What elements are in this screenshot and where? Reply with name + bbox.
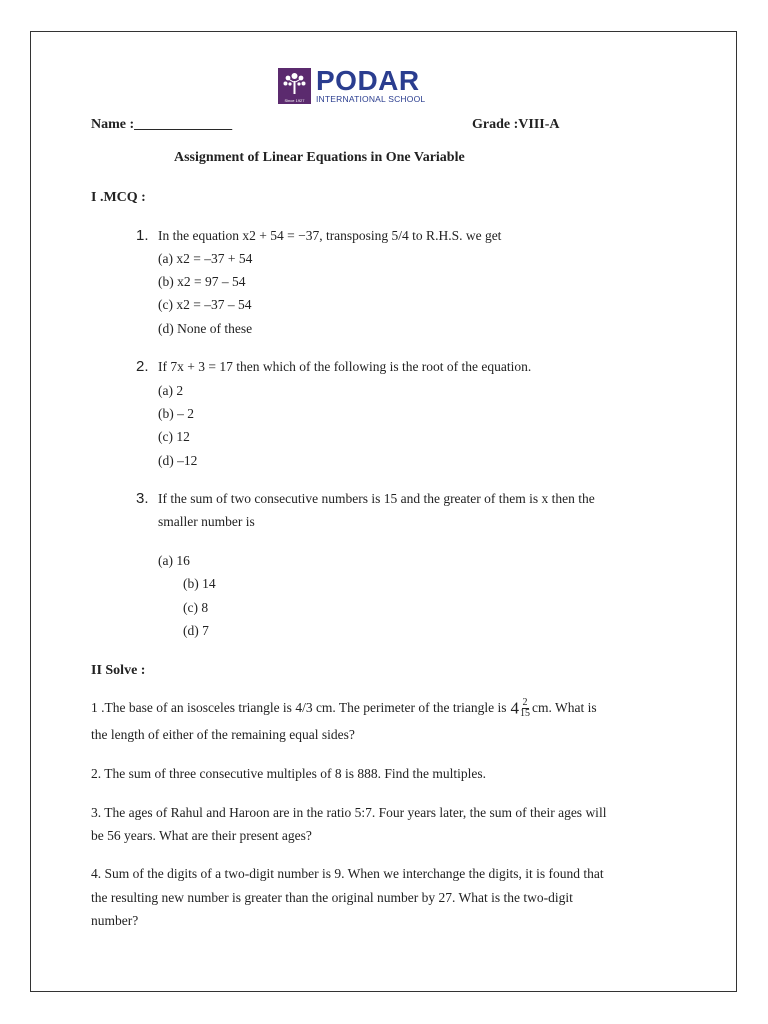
- mcq-q3-number: 3.: [136, 490, 149, 507]
- solve-q2: 2. The sum of three consecutive multiples of 8 is 888. Find the multiples.: [91, 766, 486, 781]
- solve-q3-line1: 3. The ages of Rahul and Haroon are in the ratio 5:7. Four years later, the sum of their ages will: [91, 805, 607, 820]
- solve-q1-part2: cm. What is: [532, 700, 597, 715]
- mcq-q2-option-b: (b) – 2: [158, 406, 194, 421]
- mcq-q3-option-d: (d) 7: [183, 623, 209, 638]
- solve-q1-line1: [91, 696, 597, 720]
- mcq-q3-option-c: (c) 8: [183, 600, 209, 615]
- mcq-q1-option-d: (d) None of these: [158, 321, 253, 336]
- mcq-q1-option-c: (c) x2 = –37 – 54: [158, 297, 252, 312]
- fraction-denominator: 15: [520, 707, 530, 719]
- logo-name: PODAR: [316, 65, 420, 96]
- grade-label: Grade :VIII-A: [472, 117, 560, 132]
- mcq-q2-option-a: (a) 2: [158, 383, 184, 398]
- mcq-q2-number: 2.: [136, 358, 149, 375]
- logo-since-text: Since 1927: [284, 98, 305, 103]
- mcq-q1-option-b: (b) x2 = 97 – 54: [158, 274, 246, 289]
- mcq-q3-option-a: (a) 16: [158, 553, 190, 568]
- mcq-q1-text: In the equation x2 + 54 = −37, transposing 5/4 to R.H.S. we get: [158, 228, 502, 243]
- tree-logo-icon: [278, 68, 311, 104]
- mcq-q2-option-d: (d) –12: [158, 453, 198, 468]
- mcq-q3-text-line1: If the sum of two consecutive numbers is 15 and the greater of them is x then the: [158, 491, 595, 506]
- name-field: Name :______________: [91, 117, 233, 132]
- mcq-q2-text: If 7x + 3 = 17 then which of the following is the root of the equation.: [158, 359, 532, 374]
- mcq-q1-option-a: (a) x2 = –37 + 54: [158, 251, 253, 266]
- mcq-q1-number: 1.: [136, 227, 149, 244]
- mcq-heading: I .MCQ :: [91, 190, 146, 205]
- assignment-title: Assignment of Linear Equations in One Variable: [174, 150, 465, 165]
- mcq-q2-option-c: (c) 12: [158, 429, 190, 444]
- mcq-q3-text-line2: smaller number is: [158, 514, 255, 529]
- school-logo: [278, 65, 426, 105]
- solve-heading: II Solve :: [91, 663, 146, 678]
- solve-q4-line1: 4. Sum of the digits of a two-digit number is 9. When we interchange the digits, it is found that: [91, 866, 604, 881]
- solve-q1-part1: 1 .The base of an isosceles triangle is 4/3 cm. The perimeter of the triangle is: [91, 700, 507, 715]
- solve-q4-line3: number?: [91, 913, 139, 928]
- mixed-fraction: [511, 698, 531, 719]
- page-border: [30, 31, 737, 992]
- solve-q3-line2: be 56 years. What are their present ages?: [91, 828, 312, 843]
- fraction-whole: 4: [510, 698, 519, 717]
- fraction-numerator: 2: [522, 696, 528, 708]
- solve-q4-line2: the resulting new number is greater than the original number by 27. What is the two-digit: [91, 890, 573, 905]
- logo-subtitle: INTERNATIONAL SCHOOL: [316, 94, 426, 104]
- mcq-q3-option-b: (b) 14: [183, 576, 216, 591]
- solve-q1-line2: the length of either of the remaining equal sides?: [91, 727, 355, 742]
